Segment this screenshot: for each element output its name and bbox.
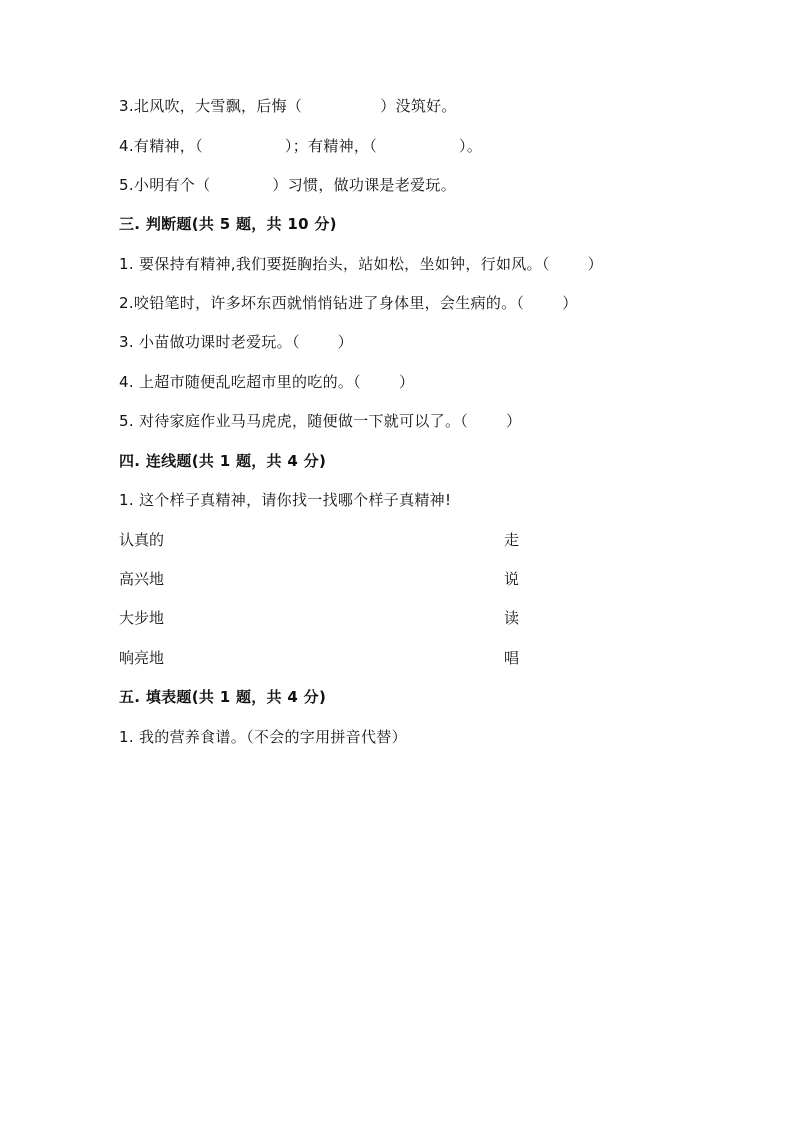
judge-item-text: 3. 小苗做功课时老爱玩。（ [119, 333, 300, 351]
match-section-heading: 四. 连线题(共 1 题，共 4 分) [119, 452, 327, 470]
match-right-item[interactable]: 读 [504, 609, 520, 627]
judge-item-close: ） [398, 373, 415, 391]
fill-question-5 [119, 174, 456, 196]
table-section-heading: 五. 填表题(共 1 题，共 4 分) [119, 688, 327, 706]
match-left-item[interactable]: 认真的 [119, 531, 165, 549]
match-left-item[interactable]: 响亮地 [119, 649, 165, 667]
match-left-item[interactable]: 高兴地 [119, 570, 165, 588]
fill-question-4 [119, 135, 482, 157]
match-right-item[interactable]: 唱 [504, 649, 520, 667]
judge-section-heading: 三. 判断题(共 5 题，共 10 分) [119, 215, 337, 233]
judge-item-text: 5. 对待家庭作业马马虎虎，随便做一下就可以了。（ [119, 412, 469, 430]
judge-item-close: ） [506, 412, 522, 430]
match-left-item[interactable]: 大步地 [119, 609, 165, 627]
judge-item-5 [119, 410, 521, 432]
fill-question-5-before: 5.小明有个（ [119, 176, 211, 194]
judge-item-text: 1. 要保持有精神,我们要挺胸抬头，站如松，坐如钟，行如风。（ [119, 255, 550, 273]
judge-item-1 [119, 253, 603, 275]
fill-question-4-part1: 4.有精神，（ [119, 137, 203, 155]
fill-question-5-after: ）习惯，做功课是老爱玩。 [272, 176, 457, 194]
judge-item-text: 2.咬铅笔时，许多坏东西就悄悄钻进了身体里，会生病的。（ [119, 294, 525, 312]
fill-question-4-part2: ）；有精神，（ [284, 137, 378, 155]
fill-question-3-after: ）没筑好。 [380, 97, 457, 115]
match-right-item[interactable]: 走 [504, 531, 520, 549]
judge-item-2 [119, 292, 578, 314]
match-question: 1. 这个样子真精神，请你找一找哪个样子真精神! [119, 491, 452, 509]
fill-question-4-part3: ）。 [459, 137, 483, 155]
judge-item-3 [119, 331, 353, 353]
table-question: 1. 我的营养食谱。（不会的字用拼音代替） [119, 728, 407, 746]
match-right-item[interactable]: 说 [504, 570, 520, 588]
judge-item-text: 4. 上超市随便乱吃超市里的吃的。（ [119, 373, 361, 391]
judge-item-close: ） [337, 333, 354, 351]
judge-item-close: ） [562, 294, 578, 312]
judge-item-4 [119, 371, 414, 393]
judge-item-close: ） [587, 255, 603, 273]
fill-question-3-before: 3.北风吹，大雪飘，后悔（ [119, 97, 303, 115]
fill-question-3 [119, 95, 457, 117]
